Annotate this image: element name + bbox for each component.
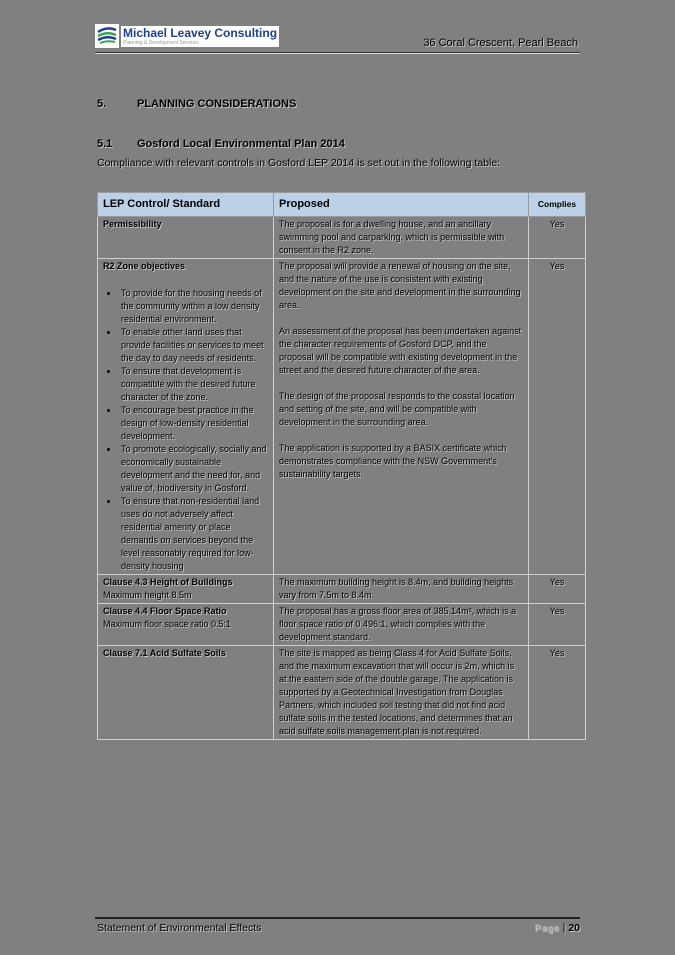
control-subtitle: Maximum floor space ratio 0.5:1 (103, 619, 232, 629)
section-heading (97, 98, 296, 110)
control-cell (98, 217, 274, 259)
table-row (98, 575, 586, 604)
column-header-control: LEP Control/ Standard (98, 193, 274, 217)
table-row (98, 217, 586, 259)
proposed-cell (274, 217, 529, 259)
table-row (98, 604, 586, 646)
header-address: 36 Coral Crescent, Pearl Beach (423, 37, 578, 49)
control-cell (98, 259, 274, 575)
control-title: Clause 4.3 Height of Buildings (103, 577, 233, 587)
footer-page-indicator: Page | 20 (534, 922, 580, 934)
objective-item: • To encourage best practice in the design of low-density residential development. (119, 404, 268, 443)
control-cell (98, 575, 274, 604)
objectives-list (103, 287, 268, 573)
proposed-text: The proposal is for a dwelling house, and an ancillary swimming pool and carparking, which is permissible with consent in the R2 zone. (279, 219, 505, 255)
proposed-paragraph: An assessment of the proposal has been undertaken against the character requirements of Gosford DCP, and the proposal will be compatible with existing development in the street and the desired future character of the area. (279, 326, 522, 375)
lep-compliance-table (97, 192, 586, 740)
column-header-complies: Complies (529, 193, 586, 217)
proposed-cell (274, 259, 529, 575)
footer-document-title: Statement of Environmental Effects (97, 922, 262, 934)
proposed-cell (274, 646, 529, 740)
subsection-number: 5.1 (97, 138, 113, 150)
section-number: 5. (97, 98, 107, 110)
complies-cell: Yes (529, 575, 586, 604)
objective-item: • To provide for the housing needs of the community within a low density residential environment. (119, 287, 268, 326)
proposed-paragraph: The application is supported by a BASIX certificate which demonstrates compliance with the NSW Government's sustainability targets. (279, 443, 507, 479)
complies-cell: Yes (529, 217, 586, 259)
column-header-proposed: Proposed (274, 193, 529, 217)
logo-name: Michael Leavey Consulting (123, 25, 278, 40)
control-cell (98, 604, 274, 646)
page-number: 20 (568, 922, 580, 934)
objective-item: • To ensure that non-residential land uses do not adversely affect residential amenity or place demands on services beyond the level reasonably required for low-density housing (119, 495, 268, 573)
control-title: Clause 7.1 Acid Sulfate Soils (103, 648, 226, 658)
table-header-row (98, 193, 586, 217)
objective-item: • To promote ecologically, socially and economically sustainable development and the need for, and value of, biodiversity in Gosford. (119, 443, 268, 495)
section-title: PLANNING CONSIDERATIONS (137, 98, 297, 110)
logo-tagline: Planning & Development Services (123, 39, 199, 46)
complies-cell: Yes (529, 604, 586, 646)
proposed-paragraph: The proposal will provide a renewal of housing on the site, and the nature of the use is consistent with existing development on the site and development in the surrounding area. (279, 261, 521, 310)
header-divider-highlight (95, 53, 580, 54)
logo-swoosh-icon (95, 24, 119, 48)
proposed-text: The proposal has a gross floor area of 385.14m², which is a floor space ratio of 0.496:1, which complies with the development standard. (279, 606, 517, 642)
intro-paragraph: Compliance with relevant controls in Gosford LEP 2014 is set out in the following table: (97, 157, 501, 169)
complies-cell: Yes (529, 646, 586, 740)
objective-item: • To ensure that development is compatible with the desired future character of the zone. (119, 365, 268, 404)
control-title: Clause 4.4 Floor Space Ratio (103, 606, 227, 616)
control-title: Permissibility (103, 219, 162, 229)
proposed-paragraph: The design of the proposal responds to the coastal location and setting of the site, and will be compatible with development in the surrounding area. (279, 391, 515, 427)
page-label: Page (534, 923, 560, 933)
footer-divider (95, 917, 580, 919)
control-cell (98, 646, 274, 740)
proposed-text: The site is mapped as being Class 4 for Acid Sulfate Soils, and the maximum excavation that will occur is 2m, which is at the eastern side of the double garage. The application is supported by a Geotechnical Investigation from Douglas Partners, which included soil testing that did not find acid sulfate soils in the tested locations, and determines that an acid sulfate soils management plan is not required. (279, 648, 515, 736)
complies-cell: Yes (529, 259, 586, 575)
subsection-heading (97, 138, 345, 150)
proposed-text: The maximum building height is 8.4m, and building heights vary from 7.5m to 8.4m. (279, 577, 514, 600)
objective-item: • To enable other land uses that provide facilities or services to meet the day to day needs of residents. (119, 326, 268, 365)
table-row (98, 259, 586, 575)
proposed-cell (274, 604, 529, 646)
company-logo (95, 24, 279, 48)
control-title: R2 Zone objectives (103, 261, 186, 271)
subsection-title: Gosford Local Environmental Plan 2014 (137, 138, 345, 150)
table-row (98, 646, 586, 740)
control-subtitle: Maximum height 8.5m (103, 590, 192, 600)
proposed-cell (274, 575, 529, 604)
